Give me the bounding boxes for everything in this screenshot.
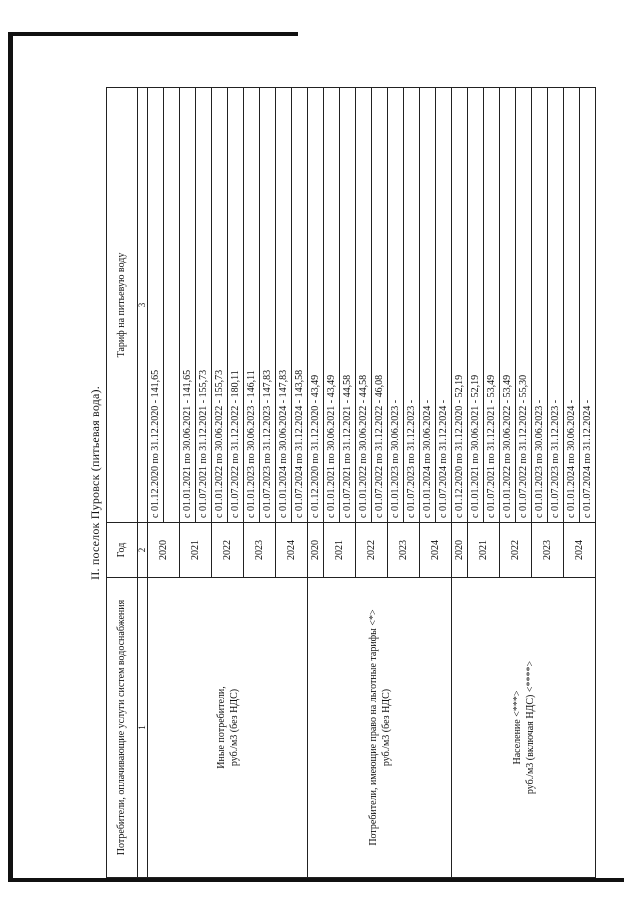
column-header-year: Год	[107, 523, 138, 578]
tariff-period: с 01.07.2024 по 31.12.2024 -	[436, 88, 452, 523]
section-title: II. поселок Пуровск (питьевая вода).	[88, 386, 102, 580]
tariff-period: с 01.01.2021 по 30.06.2021 - 141,65	[180, 88, 196, 523]
year-cell: 2024	[420, 523, 452, 578]
tariff-period: с 01.07.2024 по 31.12.2024 - 143,58	[292, 88, 308, 523]
tariff-period-empty	[164, 88, 180, 523]
tariff-period: с 01.07.2024 по 31.12.2024 -	[580, 88, 596, 523]
column-number: 2	[138, 523, 148, 578]
tariff-period: с 01.01.2022 по 30.06.2022 - 155,73	[212, 88, 228, 523]
tariff-period: с 01.01.2021 по 30.06.2021 - 43,49	[324, 88, 340, 523]
column-number: 1	[138, 578, 148, 878]
year-cell: 2022	[212, 523, 244, 578]
year-cell: 2021	[324, 523, 356, 578]
tariff-period: с 01.12.2020 по 31.12.2020 - 43,49	[308, 88, 324, 523]
column-number: 3	[138, 88, 148, 523]
tariff-period: с 01.01.2024 по 30.06.2024 - 147,83	[276, 88, 292, 523]
tariff-period: с 01.01.2022 по 30.06.2022 - 44,58	[356, 88, 372, 523]
consumer-name: Потребители, имеющие право на льготные тарифы <*>	[367, 609, 379, 846]
year-cell: 2020	[452, 523, 468, 578]
tariff-period: с 01.07.2023 по 31.12.2023 -	[404, 88, 420, 523]
year-cell: 2024	[564, 523, 596, 578]
year-cell: 2020	[308, 523, 324, 578]
year-cell: 2023	[244, 523, 276, 578]
year-cell: 2024	[276, 523, 308, 578]
column-header-consumers: Потребители, оплачивающие услуги систем водоснабжения	[107, 578, 138, 878]
consumer-cell	[452, 578, 596, 878]
tariff-table	[106, 87, 596, 878]
tariff-period: с 01.07.2022 по 31.12.2022 - 180,11	[228, 88, 244, 523]
rotated-page	[84, 88, 593, 878]
tariff-period: с 01.01.2023 по 30.06.2023 -	[532, 88, 548, 523]
tariff-period: с 01.01.2023 по 30.06.2023 -	[388, 88, 404, 523]
tariff-period: с 01.07.2023 по 31.12.2023 -	[548, 88, 564, 523]
year-cell: 2022	[356, 523, 388, 578]
tariff-period: с 01.01.2024 по 30.06.2024 -	[564, 88, 580, 523]
consumer-cell	[308, 578, 452, 878]
tariff-period: с 01.01.2024 по 30.06.2024 -	[420, 88, 436, 523]
consumer-name: Иные потребители,	[215, 686, 227, 769]
consumer-unit: руб./м3 (без НДС)	[380, 688, 392, 767]
tariff-period: с 01.07.2022 по 31.12.2022 - 46,08	[372, 88, 388, 523]
year-cell: 2020	[148, 523, 180, 578]
tariff-period: с 01.07.2021 по 31.12.2021 - 44,58	[340, 88, 356, 523]
year-cell: 2021	[180, 523, 212, 578]
consumer-unit: руб./м3 (без НДС)	[228, 688, 240, 767]
tariff-period: с 01.01.2023 по 30.06.2023 - 146,11	[244, 88, 260, 523]
tariff-period: с 01.12.2020 по 31.12.2020 - 141,65	[148, 88, 164, 523]
scan-border-top	[8, 32, 298, 36]
tariff-period: с 01.01.2022 по 30.06.2022 - 53,49	[500, 88, 516, 523]
tariff-period: с 01.12.2020 по 31.12.2020 - 52,19	[452, 88, 468, 523]
consumer-unit: руб./м3 (включая НДС) <****>	[524, 660, 536, 795]
year-cell: 2023	[532, 523, 564, 578]
tariff-period: с 01.07.2021 по 31.12.2021 - 53,49	[484, 88, 500, 523]
year-cell: 2021	[468, 523, 500, 578]
year-cell: 2022	[500, 523, 532, 578]
tariff-period: с 01.07.2021 по 31.12.2021 - 155,73	[196, 88, 212, 523]
consumer-cell	[148, 578, 308, 878]
tariff-period: с 01.01.2021 по 30.06.2021 - 52,19	[468, 88, 484, 523]
consumer-name: Население <***>	[511, 690, 523, 765]
year-cell: 2023	[388, 523, 420, 578]
scan-border-left	[8, 32, 13, 882]
column-header-tariff: Тариф на питьевую воду	[107, 88, 138, 523]
tariff-period: с 01.07.2023 по 31.12.2023 - 147,83	[260, 88, 276, 523]
tariff-period: с 01.07.2022 по 31.12.2022 - 55,30	[516, 88, 532, 523]
scan-border-bottom	[8, 878, 624, 882]
